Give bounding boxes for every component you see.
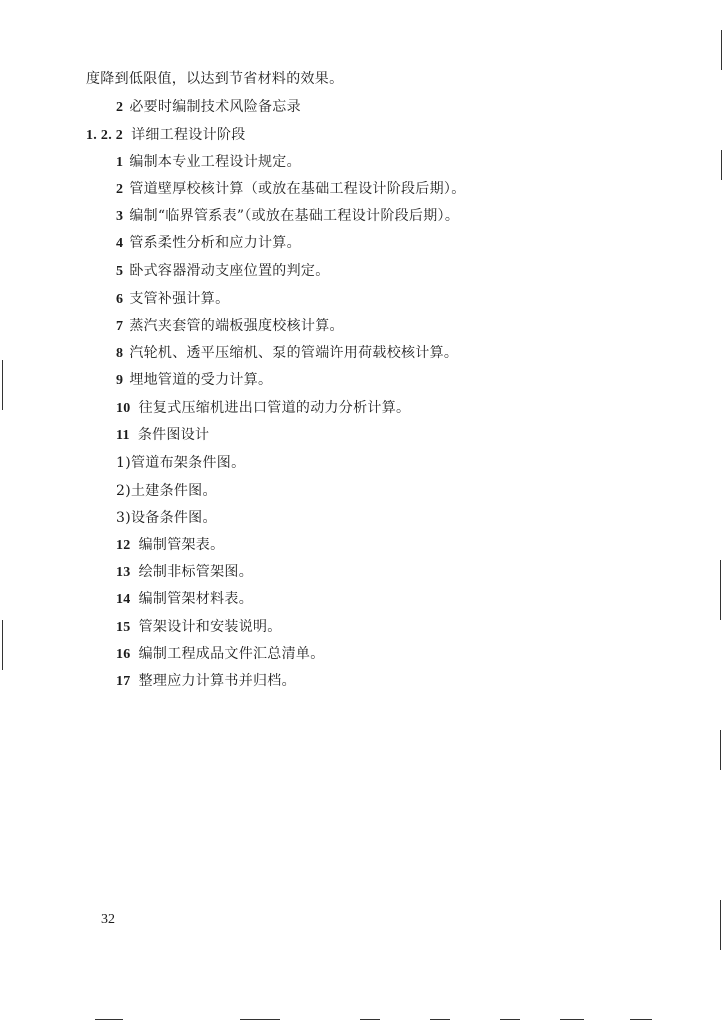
item-number: 1: [116, 155, 124, 170]
item-number: 14: [116, 592, 131, 607]
sub-item-text: 3)设备条件图。: [116, 510, 217, 526]
list-item: [116, 618, 282, 637]
item-text: 往复式压缩机进出口管道的动力分析计算。: [138, 400, 411, 416]
list-item: [116, 563, 253, 582]
list-item: [116, 290, 229, 309]
list-item: [116, 234, 301, 253]
item-number: 10: [116, 401, 131, 416]
scan-edge-mark: [720, 730, 721, 770]
item-number: 2: [116, 100, 124, 115]
item-text: 卧式容器滑动支座位置的判定。: [129, 263, 330, 279]
scan-edge-mark: [95, 1019, 123, 1020]
paragraph-continuation: [86, 70, 343, 88]
item-number: 5: [116, 264, 124, 279]
scan-edge-mark: [500, 1019, 520, 1020]
item-text: 蒸汽夹套管的端板强度校核计算。: [129, 318, 344, 334]
continuation-text: 度降到低限值，以达到节省材料的效果。: [86, 71, 344, 87]
section-number: 1. 2. 2: [86, 128, 124, 143]
list-item: [116, 645, 325, 664]
list-item: [116, 672, 296, 691]
list-item: [116, 371, 272, 390]
item-text: 编制工程成品文件汇总清单。: [138, 646, 325, 662]
item-number: 13: [116, 565, 131, 580]
scan-edge-mark: [721, 150, 722, 180]
item-text: 编制管架材料表。: [138, 591, 254, 607]
item-number: 11: [116, 428, 130, 443]
item-text: 整理应力计算书并归档。: [138, 673, 296, 689]
list-item: [116, 426, 209, 445]
list-item: [116, 317, 344, 336]
list-item: [116, 536, 224, 555]
scan-edge-mark: [560, 1019, 584, 1020]
item-text: 编制管架表。: [138, 537, 225, 553]
list-item: [116, 98, 301, 117]
scan-edge-mark: [360, 1019, 380, 1020]
item-number: 7: [116, 319, 124, 334]
item-text: 编制本专业工程设计规定。: [129, 154, 301, 170]
item-number: 15: [116, 620, 131, 635]
sub-item-text: 1)管道布架条件图。: [116, 455, 246, 471]
list-item: [116, 207, 459, 226]
item-number: 16: [116, 647, 131, 662]
item-number: 2: [116, 182, 124, 197]
item-number: 8: [116, 346, 124, 361]
item-number: 9: [116, 373, 124, 388]
scan-edge-mark: [721, 30, 722, 70]
list-item: [116, 590, 253, 609]
scan-edge-mark: [240, 1019, 280, 1020]
item-text: 汽轮机、透平压缩机、泵的管端许用荷载校核计算。: [129, 345, 459, 361]
page-number: 32: [101, 912, 115, 927]
scan-edge-mark: [2, 620, 3, 670]
item-text: 管系柔性分析和应力计算。: [129, 235, 301, 251]
item-text: 必要时编制技术风险备忘录: [129, 99, 301, 115]
item-text: 管架设计和安装说明。: [138, 619, 282, 635]
scan-edge-mark: [720, 900, 721, 950]
scan-edge-mark: [630, 1019, 652, 1020]
item-text: 条件图设计: [137, 427, 210, 443]
list-item: [116, 180, 466, 199]
list-item: [116, 399, 410, 418]
item-number: 4: [116, 236, 124, 251]
item-number: 6: [116, 292, 124, 307]
section-title: 详细工程设计阶段: [131, 127, 246, 143]
item-text: 绘制非标管架图。: [138, 564, 254, 580]
sub-list-item: [116, 509, 217, 527]
scan-edge-mark: [430, 1019, 450, 1020]
item-number: 3: [116, 209, 124, 224]
item-text: 编制“临界管系表”（或放在基础工程设计阶段后期）。: [129, 208, 460, 224]
item-number: 12: [116, 538, 131, 553]
section-heading: [86, 126, 246, 145]
sub-item-text: 2)土建条件图。: [116, 483, 217, 499]
item-number: 17: [116, 674, 131, 689]
list-item: [116, 344, 458, 363]
item-text: 管道壁厚校核计算（或放在基础工程设计阶段后期）。: [129, 181, 466, 197]
sub-list-item: [116, 482, 217, 500]
scan-edge-mark: [720, 560, 721, 620]
item-text: 埋地管道的受力计算。: [129, 372, 273, 388]
item-text: 支管补强计算。: [129, 291, 230, 307]
sub-list-item: [116, 454, 245, 472]
list-item: [116, 262, 330, 281]
scan-edge-mark: [2, 360, 3, 410]
list-item: [116, 153, 301, 172]
